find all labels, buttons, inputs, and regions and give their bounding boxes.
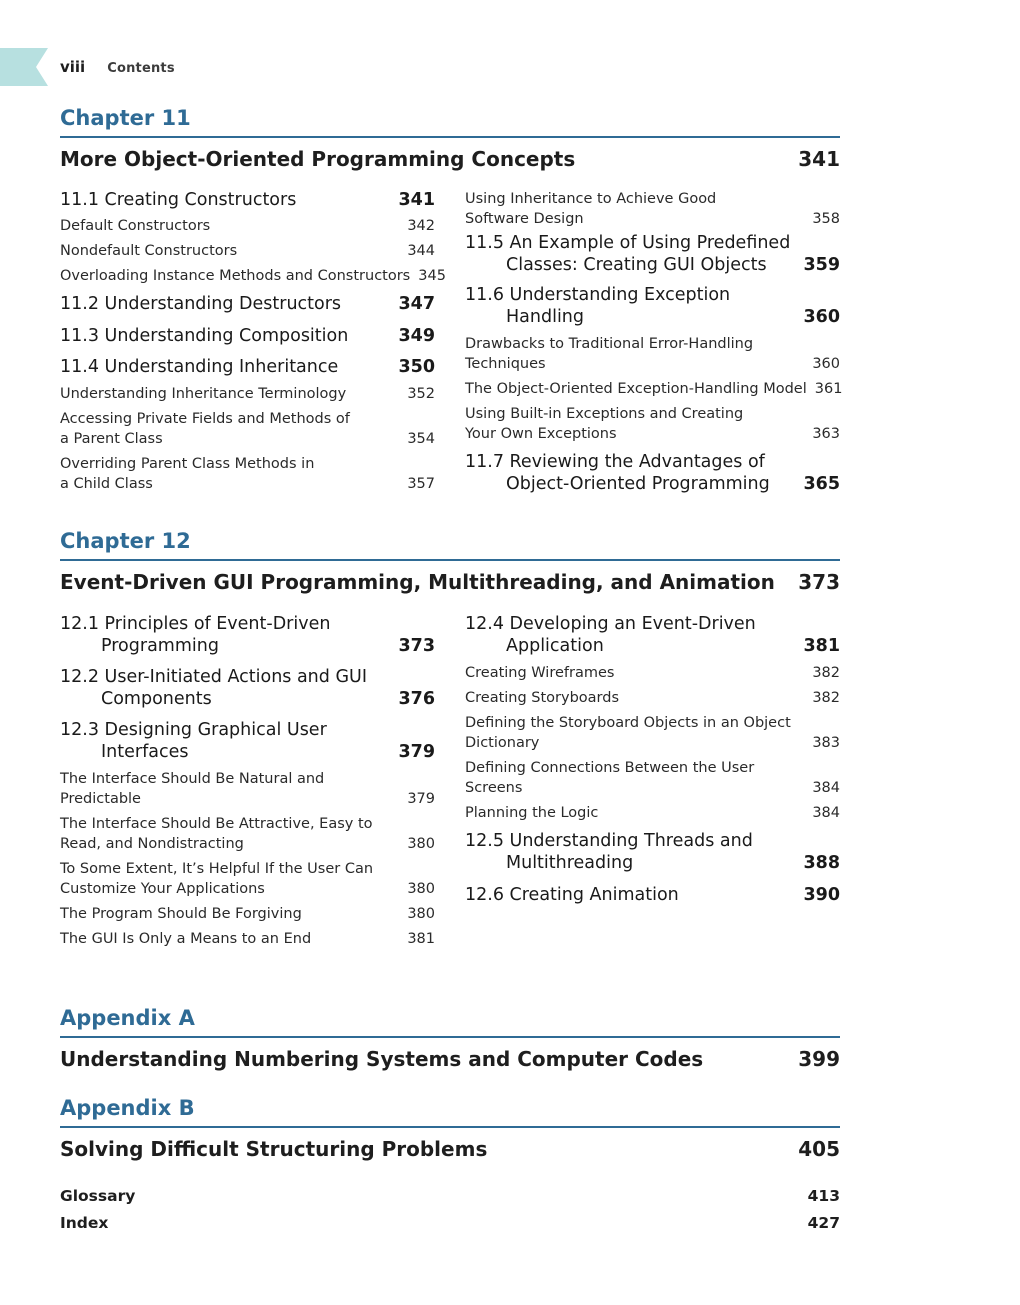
toc-subsection-entry[interactable]: Using Inheritance to Achieve Good Software Design 358 bbox=[465, 191, 840, 227]
appendix-a bbox=[60, 1005, 840, 1072]
chapter-title-row bbox=[60, 146, 840, 172]
toc-subsection-entry[interactable]: Defining Connections Between the User Screens 384 bbox=[465, 760, 840, 796]
toc-subsection-entry[interactable]: To Some Extent, It’s Helpful If the User Can Customize Your Applications 380 bbox=[60, 861, 435, 897]
chapter-12 bbox=[60, 528, 840, 949]
appendix-rule bbox=[60, 1036, 840, 1038]
toc-subsection-entry[interactable]: Drawbacks to Traditional Error-Handling Techniques 360 bbox=[465, 336, 840, 372]
appendix-title: Solving Difficult Structuring Problems bbox=[60, 1137, 488, 1161]
appendix-label: Appendix B bbox=[60, 1096, 195, 1120]
toc-section-entry[interactable]: 12.1 Principles of Event-Driven Programming 373 bbox=[60, 614, 435, 656]
toc-left-column bbox=[60, 189, 446, 495]
toc-subsection-entry[interactable]: Creating Storyboards 382 bbox=[465, 690, 840, 706]
toc-subsection-entry[interactable]: Planning the Logic 384 bbox=[465, 805, 840, 821]
appendix-label: Appendix A bbox=[60, 1006, 195, 1030]
toc-section-entry[interactable]: 12.3 Designing Graphical User Interfaces 379 bbox=[60, 720, 435, 762]
toc-subsection-entry[interactable]: The Object-Oriented Exception-Handling Model 361 bbox=[465, 381, 843, 397]
toc-subsection-entry[interactable]: The Interface Should Be Attractive, Easy to Read, and Nondistracting 380 bbox=[60, 816, 435, 852]
toc-section-entry[interactable]: 12.4 Developing an Event-Driven Application 381 bbox=[465, 614, 840, 656]
toc-section-entry[interactable]: 11.1 Creating Constructors 341 bbox=[60, 190, 435, 210]
toc-subsection-entry[interactable]: The Program Should Be Forgiving 380 bbox=[60, 906, 435, 922]
chapter-rule bbox=[60, 136, 840, 138]
toc-section-entry[interactable]: 11.2 Understanding Destructors 347 bbox=[60, 294, 435, 314]
toc-subsection-entry[interactable]: Default Constructors 342 bbox=[60, 218, 435, 234]
toc-section-entry[interactable]: 11.4 Understanding Inheritance 350 bbox=[60, 357, 435, 377]
chapter-rule bbox=[60, 559, 840, 561]
chapter-page: 341 bbox=[798, 147, 840, 171]
toc-subsection-entry[interactable]: The GUI Is Only a Means to an End 381 bbox=[60, 931, 435, 947]
toc-subsection-entry[interactable]: Accessing Private Fields and Methods of a Parent Class 354 bbox=[60, 411, 435, 447]
page-corner-tab bbox=[0, 48, 48, 86]
toc-section-entry[interactable]: 11.3 Understanding Composition 349 bbox=[60, 326, 435, 346]
index-entry[interactable]: Index 427 bbox=[60, 1214, 840, 1232]
toc-right-column bbox=[465, 613, 840, 949]
chapter-label: Chapter 11 bbox=[60, 106, 191, 130]
toc-section-entry[interactable]: 11.5 An Example of Using Predefined Classes: Creating GUI Objects 359 bbox=[465, 233, 840, 275]
chapter-11 bbox=[60, 105, 843, 495]
appendix-b bbox=[60, 1095, 840, 1162]
chapter-title: Event-Driven GUI Programming, Multithreading, and Animation bbox=[60, 570, 775, 594]
appendix-page: 405 bbox=[798, 1137, 840, 1161]
toc-section-entry[interactable]: 12.6 Creating Animation 390 bbox=[465, 885, 840, 905]
toc-left-column bbox=[60, 613, 435, 949]
toc-subsection-entry[interactable]: Overloading Instance Methods and Constructors 345 bbox=[60, 268, 446, 284]
toc-section-entry[interactable]: 11.6 Understanding Exception Handling 360 bbox=[465, 285, 840, 327]
toc-section-entry[interactable]: 12.5 Understanding Threads and Multithreading 388 bbox=[465, 831, 840, 873]
toc-section-entry[interactable]: 12.2 User-Initiated Actions and GUI Components 376 bbox=[60, 667, 435, 709]
running-head bbox=[60, 57, 175, 77]
chapter-title-row bbox=[60, 569, 840, 595]
toc-section-entry[interactable]: 11.7 Reviewing the Advantages of Object-Oriented Programming 365 bbox=[465, 452, 840, 494]
running-head-label: Contents bbox=[107, 61, 175, 76]
chapter-label: Chapter 12 bbox=[60, 529, 191, 553]
appendix-title-row[interactable] bbox=[60, 1046, 840, 1072]
appendix-rule bbox=[60, 1126, 840, 1128]
chapter-page: 373 bbox=[798, 570, 840, 594]
toc-subsection-entry[interactable]: Defining the Storyboard Objects in an Object Dictionary 383 bbox=[465, 715, 840, 751]
toc-subsection-entry[interactable]: Nondefault Constructors 344 bbox=[60, 243, 435, 259]
toc-subsection-entry[interactable]: The Interface Should Be Natural and Predictable 379 bbox=[60, 771, 435, 807]
toc-subsection-entry[interactable]: Using Built-in Exceptions and Creating Your Own Exceptions 363 bbox=[465, 406, 840, 442]
toc-subsection-entry[interactable]: Creating Wireframes 382 bbox=[465, 665, 840, 681]
appendix-title: Understanding Numbering Systems and Computer Codes bbox=[60, 1047, 704, 1071]
toc-subsection-entry[interactable]: Overriding Parent Class Methods in a Child Class 357 bbox=[60, 456, 435, 492]
page-number: viii bbox=[60, 58, 86, 76]
chapter-title: More Object-Oriented Programming Concepts bbox=[60, 147, 576, 171]
toc-subsection-entry[interactable]: Understanding Inheritance Terminology 352 bbox=[60, 386, 435, 402]
appendix-page: 399 bbox=[798, 1047, 840, 1071]
glossary-entry[interactable]: Glossary 413 bbox=[60, 1187, 840, 1205]
appendix-title-row[interactable] bbox=[60, 1136, 840, 1162]
toc-right-column bbox=[465, 189, 843, 495]
